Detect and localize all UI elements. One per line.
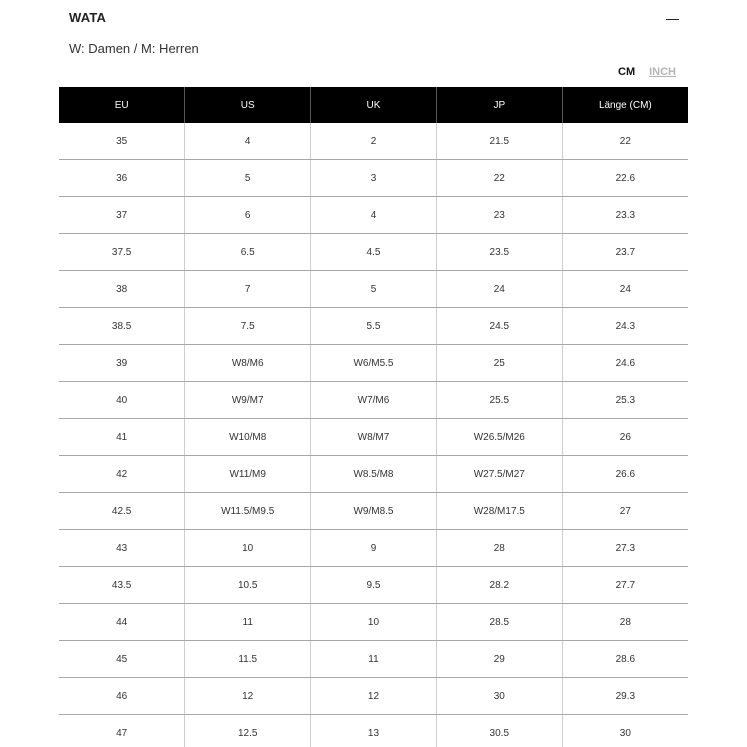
cell-eu: 41 [59,419,185,456]
table-row [59,641,688,678]
cell-length: 23.3 [562,197,688,234]
cell-eu: 43.5 [59,567,185,604]
collapse-icon[interactable] [666,19,679,20]
cell-jp: W28/M17.5 [436,493,562,530]
cell-us: 7.5 [185,308,311,345]
unit-toggle [618,66,676,78]
cell-uk: 5.5 [311,308,437,345]
cell-us: 11 [185,604,311,641]
cell-uk: 11 [311,641,437,678]
cell-eu: 47 [59,715,185,747]
cell-jp: 25 [436,345,562,382]
cell-uk: 4.5 [311,234,437,271]
cell-eu: 42 [59,456,185,493]
table-row [59,271,688,308]
table-row [59,197,688,234]
cell-uk: 4 [311,197,437,234]
cell-length: 22 [562,123,688,160]
cell-length: 29.3 [562,678,688,715]
cell-uk: W6/M5.5 [311,345,437,382]
table-row [59,382,688,419]
cell-jp: 30.5 [436,715,562,747]
table-row [59,456,688,493]
cell-us: W11/M9 [185,456,311,493]
cell-eu: 39 [59,345,185,382]
table-row [59,678,688,715]
cell-eu: 37 [59,197,185,234]
cell-us: 4 [185,123,311,160]
cell-us: 5 [185,160,311,197]
cell-jp: 23 [436,197,562,234]
cell-length: 26.6 [562,456,688,493]
table-row [59,419,688,456]
table-row [59,234,688,271]
cell-uk: 12 [311,678,437,715]
cell-eu: 46 [59,678,185,715]
table-row [59,493,688,530]
cell-length: 28.6 [562,641,688,678]
cell-us: 12.5 [185,715,311,747]
cell-jp: 23.5 [436,234,562,271]
cell-uk: 10 [311,604,437,641]
column-header-length: Länge (CM) [562,87,688,123]
cell-uk: 13 [311,715,437,747]
cell-eu: 40 [59,382,185,419]
column-header-jp: JP [436,87,562,123]
cell-length: 24 [562,271,688,308]
cell-us: 7 [185,271,311,308]
cell-uk: 9 [311,530,437,567]
cell-us: 10.5 [185,567,311,604]
cell-eu: 37.5 [59,234,185,271]
cell-eu: 44 [59,604,185,641]
cell-jp: W26.5/M26 [436,419,562,456]
cell-us: W10/M8 [185,419,311,456]
cell-us: W9/M7 [185,382,311,419]
cell-uk: W9/M8.5 [311,493,437,530]
cell-uk: 5 [311,271,437,308]
table-row [59,604,688,641]
column-header-us: US [185,87,311,123]
table-row [59,308,688,345]
cell-jp: W27.5/M27 [436,456,562,493]
cell-uk: W8/M7 [311,419,437,456]
size-legend-note: W: Damen / M: Herren [69,41,199,56]
cell-us: 6 [185,197,311,234]
cell-us: W11.5/M9.5 [185,493,311,530]
table-row [59,567,688,604]
cell-jp: 21.5 [436,123,562,160]
cell-length: 22.6 [562,160,688,197]
size-table-body [59,123,688,747]
size-chart-header [69,10,677,30]
table-row [59,160,688,197]
cell-length: 25.3 [562,382,688,419]
cell-us: W8/M6 [185,345,311,382]
cell-eu: 36 [59,160,185,197]
cell-uk: 2 [311,123,437,160]
cell-us: 11.5 [185,641,311,678]
cell-uk: 3 [311,160,437,197]
cell-jp: 25.5 [436,382,562,419]
size-table [59,87,688,747]
cell-length: 27.7 [562,567,688,604]
cell-eu: 38 [59,271,185,308]
cell-jp: 24 [436,271,562,308]
cell-length: 27.3 [562,530,688,567]
cell-length: 30 [562,715,688,747]
cell-jp: 28.2 [436,567,562,604]
cell-eu: 45 [59,641,185,678]
unit-cm-button[interactable]: CM [618,66,636,78]
cell-length: 24.3 [562,308,688,345]
table-row [59,715,688,747]
cell-us: 12 [185,678,311,715]
cell-length: 23.7 [562,234,688,271]
cell-length: 24.6 [562,345,688,382]
cell-jp: 28.5 [436,604,562,641]
cell-uk: 9.5 [311,567,437,604]
cell-eu: 42.5 [59,493,185,530]
cell-jp: 24.5 [436,308,562,345]
cell-length: 28 [562,604,688,641]
cell-eu: 35 [59,123,185,160]
cell-jp: 30 [436,678,562,715]
cell-jp: 29 [436,641,562,678]
cell-uk: W8.5/M8 [311,456,437,493]
cell-us: 6.5 [185,234,311,271]
unit-inch-button[interactable]: INCH [649,66,676,78]
column-header-uk: UK [311,87,437,123]
cell-length: 26 [562,419,688,456]
cell-us: 10 [185,530,311,567]
cell-eu: 38.5 [59,308,185,345]
table-header-row [59,87,688,123]
cell-jp: 22 [436,160,562,197]
cell-eu: 43 [59,530,185,567]
table-row [59,123,688,160]
cell-length: 27 [562,493,688,530]
product-title: WATA [69,10,107,25]
table-row [59,530,688,567]
cell-jp: 28 [436,530,562,567]
cell-uk: W7/M6 [311,382,437,419]
column-header-eu: EU [59,87,185,123]
table-row [59,345,688,382]
